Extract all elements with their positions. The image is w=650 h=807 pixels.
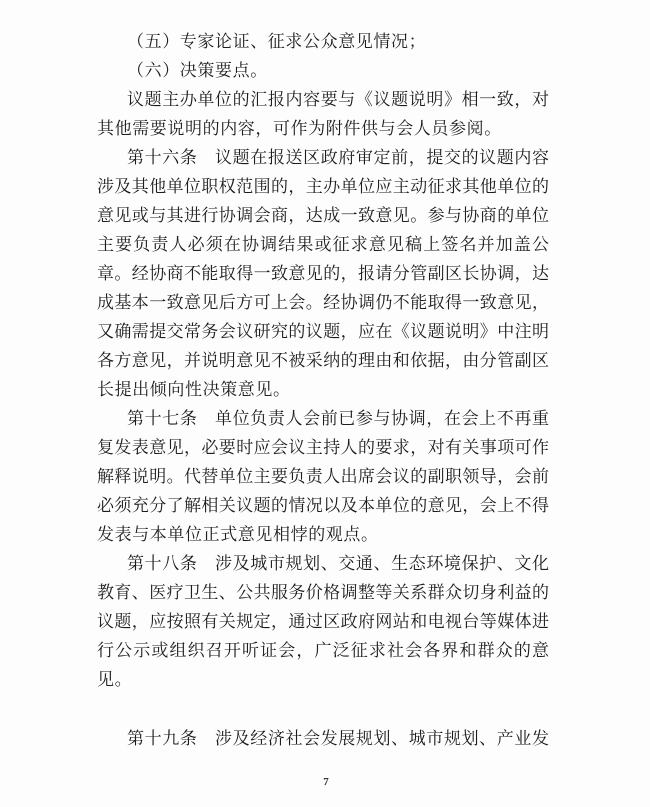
text-line: （五）专家论证、征求公众意见情况； bbox=[127, 32, 427, 52]
text-line: 行公示或组织召开听证会，广泛征求社会各界和群众的意 bbox=[97, 641, 549, 661]
page-number: 7 bbox=[323, 776, 329, 788]
article-17-heading-line: 第十七条 单位负责人会前已参与协调，在会上不再重 bbox=[127, 409, 549, 429]
article-16-heading-line: 第十六条 议题在报送区政府审定前，提交的议题内容 bbox=[127, 148, 549, 168]
text-line: 复发表意见，必要时应会议主持人的要求，对有关事项可作 bbox=[97, 438, 549, 458]
text-line: 章。经协商不能取得一致意见的，报请分管副区长协调，达 bbox=[97, 264, 549, 284]
text-line: 涉及其他单位职权范围的，主办单位应主动征求其他单位的 bbox=[97, 177, 549, 197]
text-line: 议题，应按照有关规定，通过区政府网站和电视台等媒体进 bbox=[97, 612, 549, 632]
text-line: 见。 bbox=[97, 670, 133, 690]
text-line: 又确需提交常务会议研究的议题，应在《议题说明》中注明 bbox=[97, 322, 549, 342]
text-line: 主要负责人必须在协调结果或征求意见稿上签名并加盖公 bbox=[97, 235, 549, 255]
text-line: 其他需要说明的内容，可作为附件供与会人员参阅。 bbox=[97, 119, 502, 139]
text-line: 发表与本单位正式意见相悖的观点。 bbox=[97, 525, 379, 545]
text-line: 各方意见，并说明意见不被采纳的理由和依据，由分管副区 bbox=[97, 351, 549, 371]
text-line: （六）决策要点。 bbox=[127, 61, 268, 81]
text-line: 必须充分了解相关议题的情况以及本单位的意见，会上不得 bbox=[97, 496, 549, 516]
text-line: 教育、医疗卫生、公共服务价格调整等关系群众切身利益的 bbox=[97, 583, 549, 603]
text-line: 议题主办单位的汇报内容要与《议题说明》相一致，对 bbox=[127, 90, 549, 110]
text-line: 长提出倾向性决策意见。 bbox=[97, 380, 291, 400]
text-line: 意见或与其进行协调会商，达成一致意见。参与协商的单位 bbox=[97, 206, 549, 226]
article-19-heading-line: 第十九条 涉及经济社会发展规划、城市规划、产业发 bbox=[127, 729, 549, 749]
text-line: 解释说明。代替单位主要负责人出席会议的副职领导，会前 bbox=[97, 467, 549, 487]
article-18-heading-line: 第十八条 涉及城市规划、交通、生态环境保护、文化 bbox=[127, 554, 549, 574]
text-line: 成基本一致意见后方可上会。经协调仍不能取得一致意见， bbox=[97, 293, 549, 313]
